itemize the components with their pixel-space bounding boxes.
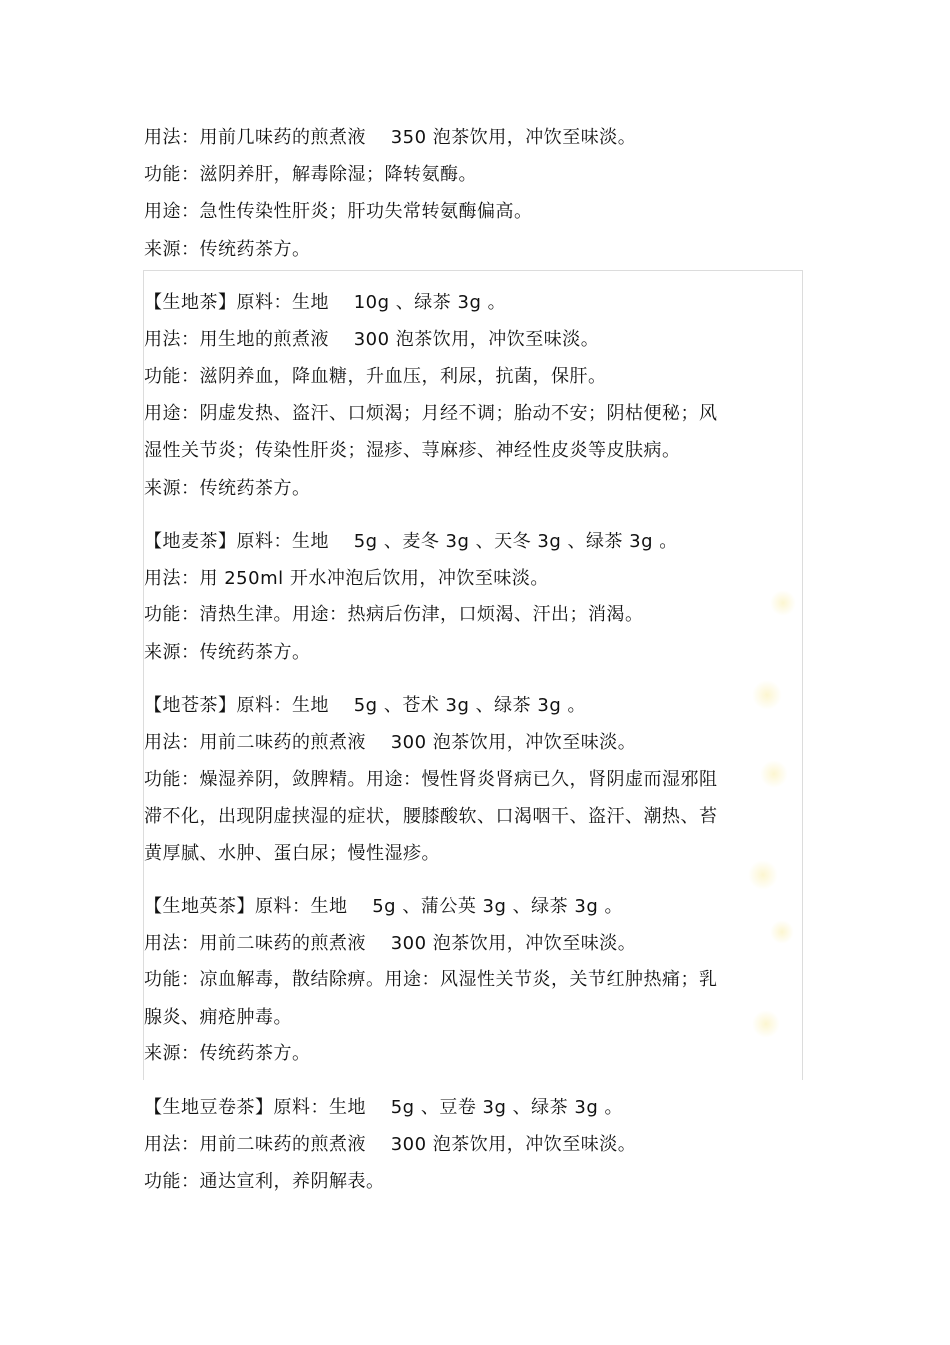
recipe-title: 【地麦茶】原料：生地 5g 、麦冬 3g 、天冬 3g 、绿茶 3g 。	[144, 531, 678, 552]
text-line: 用法：用前二味药的煎煮液 300 泡茶饮用，冲饮至味淡。	[144, 933, 637, 954]
text-line: 湿性关节炎；传染性肝炎；湿疹、荨麻疹、神经性皮炎等皮肤病。	[144, 440, 681, 461]
text-line: 腺炎、痈疮肿毒。	[144, 1007, 292, 1028]
text-line: 用法：用生地的煎煮液 300 泡茶饮用，冲饮至味淡。	[144, 329, 600, 350]
recipe-title: 【生地豆卷茶】原料：生地 5g 、豆卷 3g 、绿茶 3g 。	[144, 1097, 623, 1118]
text-line: 功能：凉血解毒，散结除痹。用途：风湿性关节炎，关节红肿热痛；乳	[144, 969, 718, 990]
text-line: 用途：急性传染性肝炎；肝功失常转氨酶偏高。	[144, 201, 533, 222]
text-line: 用法：用前二味药的煎煮液 300 泡茶饮用，冲饮至味淡。	[144, 1134, 637, 1155]
text-line: 来源：传统药茶方。	[144, 239, 311, 260]
text-line: 功能：燥湿养阴，敛脾精。用途：慢性肾炎肾病已久，肾阴虚而湿邪阻	[144, 769, 718, 790]
text-line: 用法：用前几味药的煎煮液 350 泡茶饮用，冲饮至味淡。	[144, 127, 637, 148]
text-line: 功能：滋阴养肝，解毒除湿；降转氨酶。	[144, 164, 477, 185]
text-line: 滞不化，出现阴虚挟湿的症状，腰膝酸软、口渴咽干、盗汗、潮热、苔	[144, 806, 718, 827]
text-line: 用法：用前二味药的煎煮液 300 泡茶饮用，冲饮至味淡。	[144, 732, 637, 753]
content-frame	[143, 270, 803, 1080]
recipe-title: 【生地英茶】原料：生地 5g 、蒲公英 3g 、绿茶 3g 。	[144, 896, 623, 917]
recipe-title: 【生地茶】原料：生地 10g 、绿茶 3g 。	[144, 292, 507, 313]
recipe-title: 【地苍茶】原料：生地 5g 、苍术 3g 、绿茶 3g 。	[144, 695, 586, 716]
text-line: 黄厚腻、水肿、蛋白尿；慢性湿疹。	[144, 843, 440, 864]
text-line: 来源：传统药茶方。	[144, 478, 311, 499]
text-line: 来源：传统药茶方。	[144, 1043, 311, 1064]
text-line: 用途：阴虚发热、盗汗、口烦渴；月经不调；胎动不安；阴枯便秘；风	[144, 403, 718, 424]
text-line: 功能：通达宣利，养阴解表。	[144, 1171, 385, 1192]
text-line: 用法：用 250ml 开水冲泡后饮用，冲饮至味淡。	[144, 568, 549, 589]
text-line: 功能：清热生津。用途：热病后伤津，口烦渴、汗出；消渴。	[144, 604, 644, 625]
text-line: 功能：滋阴养血，降血糖，升血压，利尿，抗菌，保肝。	[144, 366, 607, 387]
text-line: 来源：传统药茶方。	[144, 642, 311, 663]
